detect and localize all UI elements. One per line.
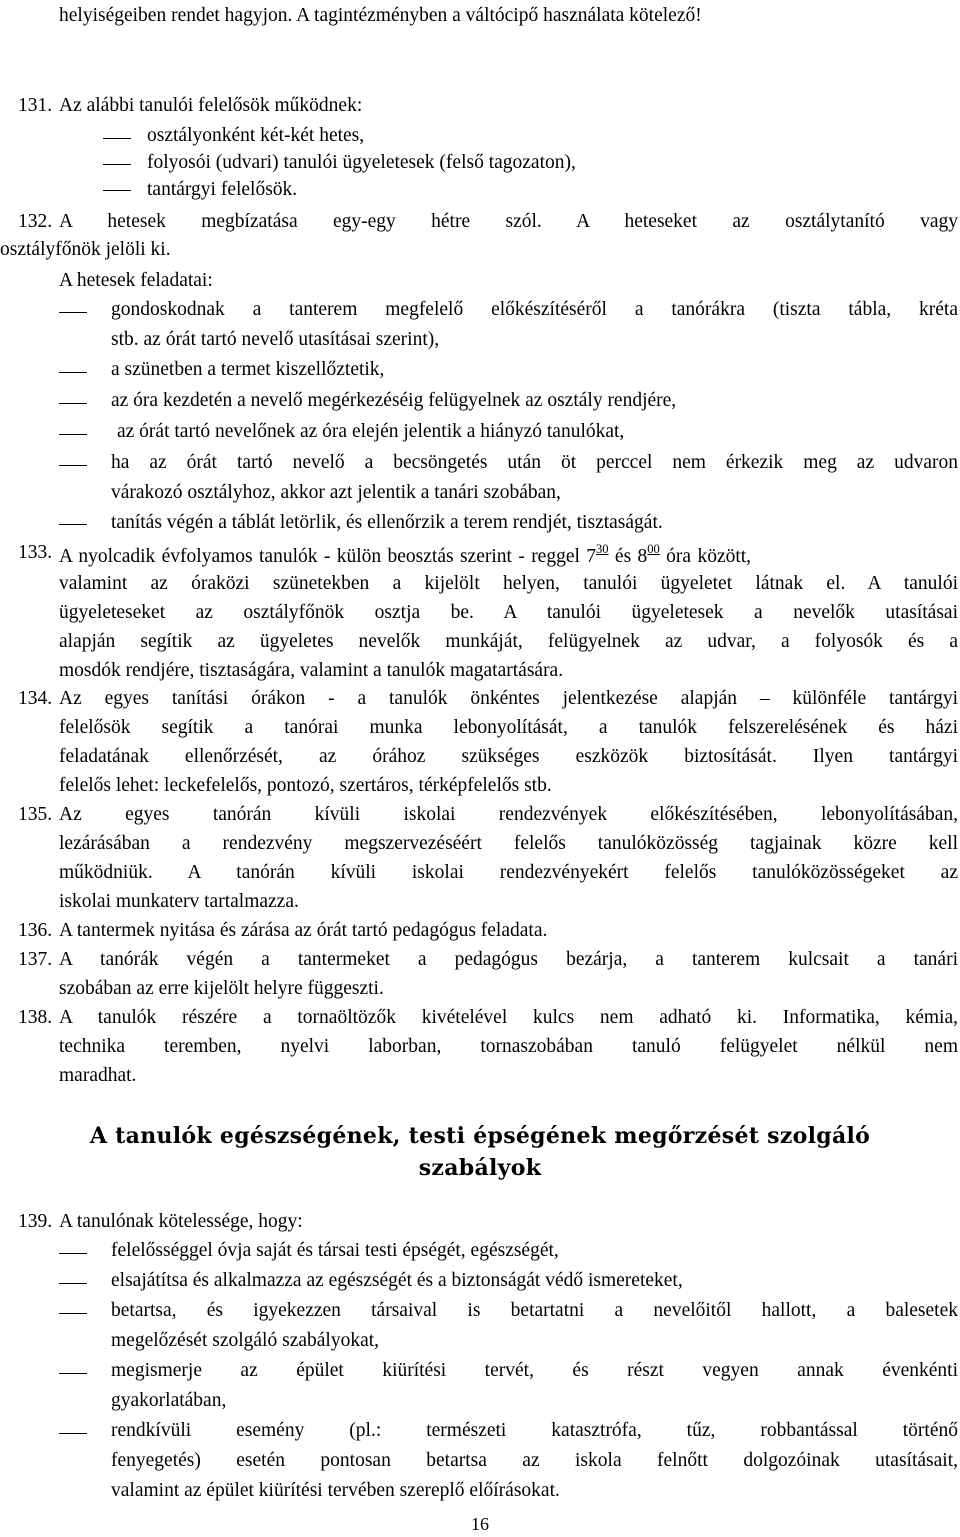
text-line: a szünetben a termet kiszellőztetik,	[111, 359, 385, 380]
paragraph-number: 134.	[18, 688, 53, 709]
text-line: szobában az erre kijelölt helyre függeszti.	[59, 978, 384, 999]
paragraph-number: 131.	[18, 95, 53, 116]
text-line: megismerje az épület kiürítési tervét, és részt vegyen annak évenkénti	[111, 1360, 958, 1381]
text-line: A tanulónak kötelessége, hogy:	[59, 1211, 303, 1232]
superscript-minutes: 30	[596, 542, 609, 556]
text-fragment: óra között,	[659, 546, 752, 567]
text-line: ügyeleteseket az osztályfőnök osztja be. A tanulói ügyeletesek a nevelők utasításai	[59, 602, 958, 623]
text-line: iskolai munkaterv tartalmazza.	[59, 891, 299, 912]
paragraph-number: 137.	[18, 949, 53, 970]
text-line: valamint az épület kiürítési tervében szereplő előírásokat.	[111, 1480, 560, 1501]
text-line: Az egyes tanórán kívüli iskolai rendezvények előkészítésében, lebonyolításában,	[59, 804, 958, 825]
bullet-dash	[59, 465, 87, 466]
text-line: mosdók rendjére, tisztaságára, valamint a tanulók magatartására.	[59, 660, 564, 681]
text-line: lezárásában a rendezvény megszervezéséért felelős tanulóközösség tagjainak közre kell	[59, 833, 958, 854]
text-line: működniük. A tanórán kívüli iskolai rendezvényekért felelős tanulóközösségeket az	[59, 862, 958, 883]
bullet-dash	[59, 312, 87, 313]
text-line: felelősséggel óvja saját és társai testi épségét, egészségét,	[111, 1240, 559, 1261]
paragraph-number: 138.	[18, 1007, 53, 1028]
bullet-dash	[103, 164, 131, 165]
text-line: A tanulók részére a tornaöltözők kivételével kulcs nem adható ki. Informatika, kémia,	[59, 1007, 958, 1028]
bullet-dash	[59, 1433, 87, 1434]
text-line: A tanórák végén a tantermeket a pedagógus bezárja, a tanterem kulcsait a tanári	[59, 949, 958, 970]
text-line: osztályonként két-két hetes,	[147, 125, 365, 146]
bullet-dash	[59, 1283, 87, 1284]
text-line: fenyegetés) esetén pontosan betartsa az iskola felnőtt dolgozóinak utasításait,	[111, 1450, 958, 1471]
text-line	[59, 543, 958, 567]
paragraph-number: 139.	[18, 1211, 53, 1232]
text-line: ha az órát tartó nevelő a becsöngetés után öt perccel nem érkezik meg az udvaron	[111, 452, 958, 473]
text-line: tanítás végén a táblát letörlik, és ellenőrzik a terem rendjét, tisztaságát.	[111, 512, 663, 533]
bullet-dash	[59, 372, 87, 373]
text-line: folyosói (udvari) tanulói ügyeletesek (felső tagozaton),	[147, 152, 576, 173]
text-line: várakozó osztályhoz, akkor azt jelentik a tanári szobában,	[111, 482, 561, 503]
paragraph-number: 135.	[18, 804, 53, 825]
text-line: felelősök segítik a tanórai munka lebonyolítását, a tanulók felszerelésének és házi	[59, 717, 958, 738]
text-line: gondoskodnak a tanterem megfelelő előkészítéséről a tanórákra (tiszta tábla, kréta	[111, 299, 958, 320]
text-line: Az egyes tanítási órákon - a tanulók önkéntes jelentkezése alapján – különféle tantárgyi	[59, 688, 958, 709]
section-heading: szabályok	[418, 1155, 542, 1181]
text-line: A hetesek feladatai:	[59, 270, 213, 291]
text-line	[59, 212, 958, 232]
text-line: megelőzését szolgáló szabályokat,	[111, 1330, 380, 1351]
bullet-dash	[103, 190, 131, 191]
section-heading: A tanulók egészségének, testi épségének megőrzését szolgáló	[89, 1123, 871, 1149]
text-line: tantárgyi felelősök.	[147, 179, 298, 200]
text-fragment: A nyolcadik évfolyamos tanulók - külön beosztás szerint - reggel 7	[59, 546, 597, 567]
text-fragment: és 8	[608, 546, 648, 567]
bullet-dash	[59, 403, 87, 404]
paragraph-number: 132.	[18, 211, 53, 232]
text-line: A tantermek nyitása és zárása az órát tartó pedagógus feladata.	[59, 920, 548, 941]
text-line: elsajátítsa és alkalmazza az egészségét és a biztonságát védő ismereteket,	[111, 1270, 683, 1291]
bullet-dash	[59, 1373, 87, 1374]
bullet-dash	[103, 138, 131, 139]
text-line: technika teremben, nyelvi laborban, tornaszobában tanuló felügyelet nélkül nem	[59, 1036, 958, 1057]
text-line: stb. az órát tartó nevelő utasításai szerint),	[111, 329, 440, 350]
text-line: Az alábbi tanulói felelősök működnek:	[59, 95, 363, 116]
justified-text: A hetesek megbízatása egy-egy hétre szól. A heteseket az osztálytanító vagy	[59, 211, 958, 232]
text-line: alapján segítik az ügyeletes nevelők munkáját, felügyelnek az udvar, a folyosók és a	[59, 631, 958, 652]
page-number: 16	[471, 1514, 489, 1534]
text-line: rendkívüli esemény (pl.: természeti katasztrófa, tűz, robbantással történő	[111, 1420, 958, 1441]
text-line: osztályfőnök jelöli ki.	[0, 239, 171, 260]
text-line: valamint az óraközi szünetekben a kijelölt helyen, tanulói ügyeletet látnak el. A tanulói	[59, 573, 958, 594]
bullet-dash	[59, 524, 87, 525]
text-line: betartsa, és igyekezzen társaival is betartatni a nevelőitől hallott, a balesetek	[111, 1300, 958, 1321]
bullet-dash	[59, 1253, 87, 1254]
text-line: feladatának ellenőrzését, az órához szükséges eszközök biztosítását. Ilyen tantárgyi	[59, 746, 958, 767]
text-line: az órát tartó nevelőnek az óra elején jelentik a hiányzó tanulókat,	[117, 421, 625, 442]
superscript-minutes: 00	[647, 542, 660, 556]
bullet-dash	[59, 434, 87, 435]
paragraph-number: 136.	[18, 920, 53, 941]
text-line: az óra kezdetén a nevelő megérkezéséig felügyelnek az osztály rendjére,	[111, 390, 677, 411]
text-line: helyiségeiben rendet hagyjon. A tagintézményben a váltócipő használata kötelező!	[59, 5, 702, 26]
bullet-dash	[59, 1313, 87, 1314]
text-line: maradhat.	[59, 1065, 137, 1086]
text-line: gyakorlatában,	[111, 1390, 227, 1411]
paragraph-number: 133.	[18, 542, 53, 563]
text-line: felelős lehet: leckefelelős, pontozó, szertáros, térképfelelős stb.	[59, 775, 552, 796]
